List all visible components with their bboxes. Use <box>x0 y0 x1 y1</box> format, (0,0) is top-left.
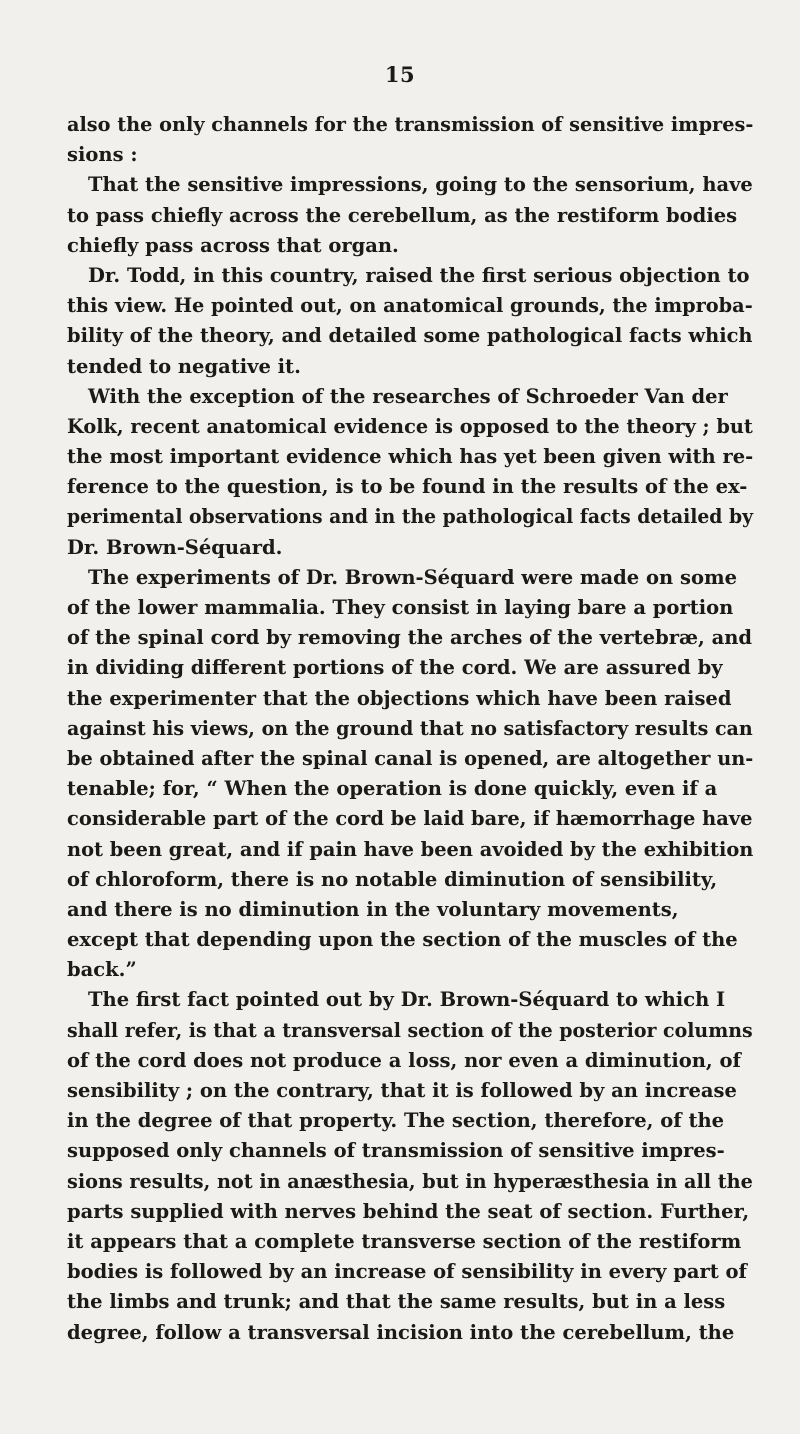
text-line: considerable part of the cord be laid bare, if hæmorrhage have <box>67 807 753 831</box>
text-line: tended to negative it. <box>67 354 301 378</box>
text-line: perimental observations and in the pathological facts detailed by <box>67 505 753 529</box>
text-line: shall refer, is that a transversal section of the posterior columns <box>67 1018 753 1042</box>
text-line: degree, follow a transversal incision into the cerebellum, the <box>67 1320 735 1344</box>
text-line: not been great, and if pain have been avoided by the exhibition <box>67 837 754 861</box>
text-line: With the exception of the researches of Schroeder Van der <box>88 384 728 408</box>
text-line: of chloroform, there is no notable diminution of sensibility, <box>67 867 718 891</box>
text-line: of the spinal cord by removing the arches of the vertebræ, and <box>67 626 753 650</box>
text-line: chiefly pass across that organ. <box>67 233 399 257</box>
text-line: The first fact pointed out by Dr. Brown-Séquard to which I <box>88 988 726 1012</box>
text-line: against his views, on the ground that no satisfactory results can <box>67 716 753 740</box>
text-line: in dividing different portions of the cord. We are assured by <box>67 656 723 680</box>
body-text <box>67 110 753 1348</box>
text-line: parts supplied with nerves behind the seat of section. Further, <box>67 1199 750 1223</box>
text-line: to pass chiefly across the cerebellum, as the restiform bodies <box>67 203 738 227</box>
text-line: sensibility ; on the contrary, that it is followed by an increase <box>67 1079 737 1102</box>
text-line: also the only channels for the transmission of sensitive impres- <box>67 113 754 136</box>
text-line: tenable; for, “ When the operation is done quickly, even if a <box>67 777 718 801</box>
text-line: Dr. Brown-Séquard. <box>67 535 283 559</box>
text-line: The experiments of Dr. Brown-Séquard were made on some <box>88 565 737 589</box>
text-line: bility of the theory, and detailed some pathological facts which <box>67 324 753 348</box>
text-line: except that depending upon the section of the muscles of the <box>67 928 738 952</box>
text-line: Kolk, recent anatomical evidence is opposed to the theory ; but <box>67 414 753 438</box>
text-line: supposed only channels of transmission of sensitive impres- <box>67 1139 725 1163</box>
text-line: be obtained after the spinal canal is opened, are altogether un- <box>67 746 754 770</box>
text-line: the experimenter that the objections which have been raised <box>67 686 732 710</box>
page-number: 15 <box>384 62 416 87</box>
text-line: and there is no diminution in the voluntary movements, <box>67 897 679 921</box>
text-line: sions : <box>67 143 138 167</box>
text-line: the limbs and trunk; and that the same results, but in a less <box>67 1290 726 1314</box>
text-line: bodies is followed by an increase of sensibility in every part of <box>67 1260 747 1284</box>
text-line: the most important evidence which has yet been given with re- <box>67 445 754 469</box>
text-line: of the lower mammalia. They consist in laying bare a portion <box>67 596 734 619</box>
text-line: it appears that a complete transverse section of the restiform <box>67 1229 742 1253</box>
text-line: this view. He pointed out, on anatomical grounds, the improba- <box>67 294 753 318</box>
text-line: ference to the question, is to be found in the results of the ex- <box>67 475 748 499</box>
text-line: sions results, not in anæsthesia, but in hyperæsthesia in all the <box>67 1169 753 1193</box>
text-line: That the sensitive impressions, going to the sensorium, have <box>87 173 753 197</box>
text-line: back.” <box>67 958 137 982</box>
text-line: in the degree of that property. The section, therefore, of the <box>67 1109 725 1133</box>
text-line: Dr. Todd, in this country, raised the first serious objection to <box>88 263 750 287</box>
text-line: of the cord does not produce a loss, nor even a diminution, of <box>67 1048 741 1072</box>
